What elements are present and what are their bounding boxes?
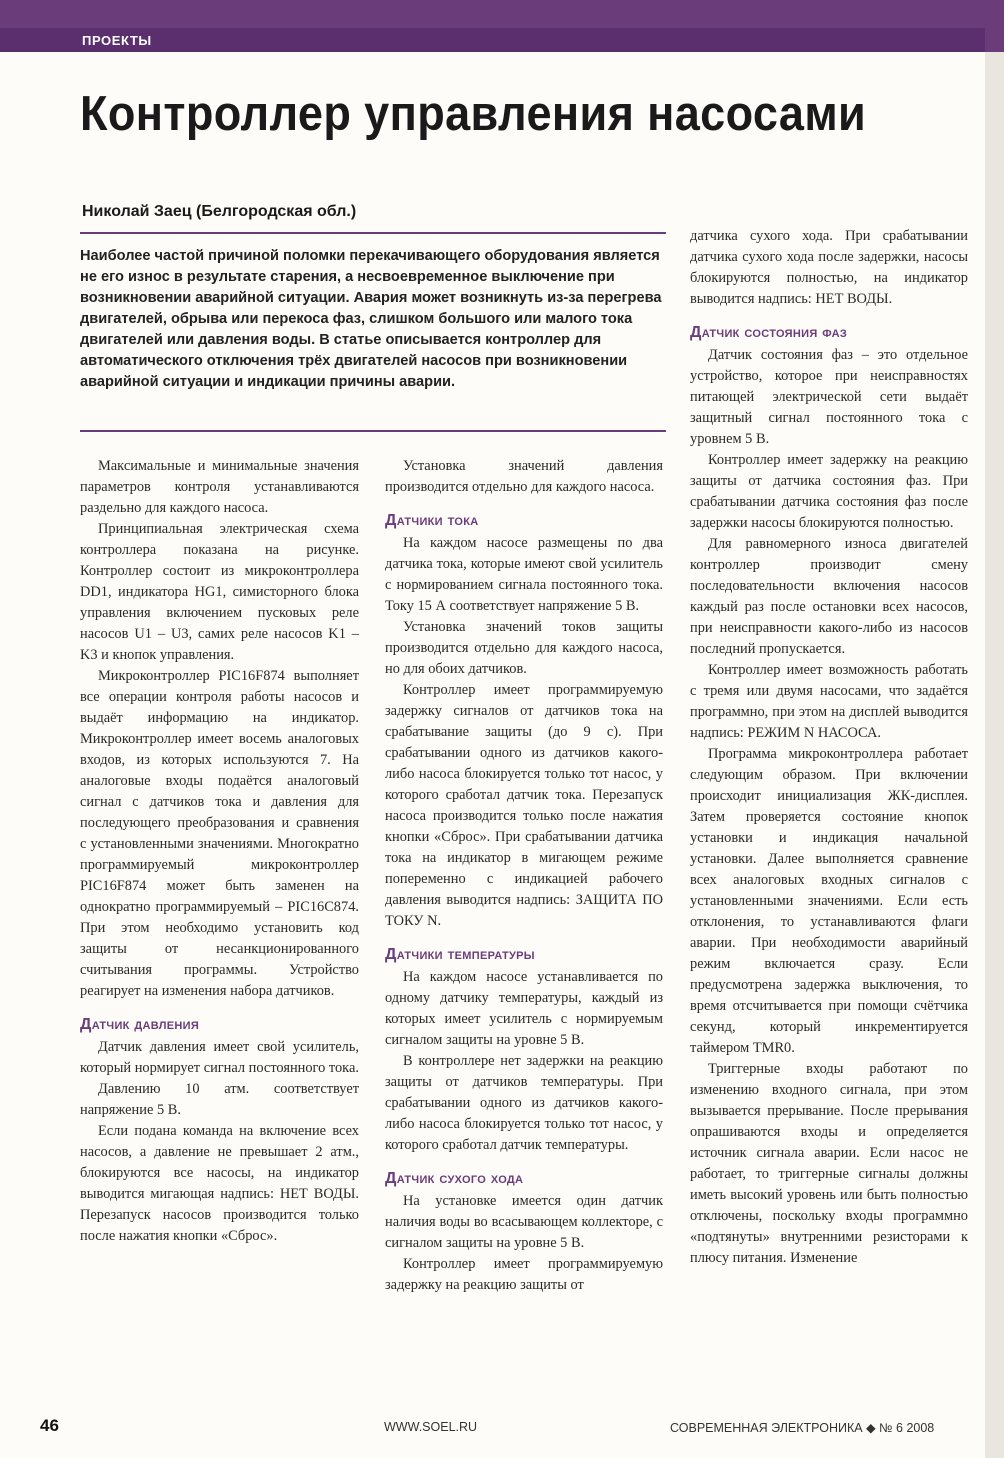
article-author: Николай Заец (Белгородская обл.) — [82, 203, 357, 220]
paragraph: Контроллер имеет возможность работать с тремя или двумя насосами, что задаётся программно, при этом на дисплей выводится надпись: РЕЖИМ N НАСОСА. — [690, 662, 968, 741]
paragraph: Давлению 10 атм. соответствует напряжение 5 В. — [80, 1081, 359, 1118]
footer-magazine: СОВРЕМЕННАЯ ЭЛЕКТРОНИКА ◆ № 6 2008 — [670, 1421, 935, 1435]
paragraph: датчика сухого хода. При срабатывании датчика сухого хода после задержки, насосы блокируются полностью, на индикатор выводится надпись: НЕТ ВОДЫ. — [690, 228, 968, 307]
paragraph: Установка значений давления производится отдельно для каждого насоса. — [385, 458, 663, 495]
paragraph: Датчик состояния фаз – это отдельное устройство, которое при неисправностях питающей электрической сети выдаёт защитный сигнал постоянного тока с уровнем 5 В. — [690, 347, 968, 447]
paragraph: На каждом насосе устанавливается по одному датчику температуры, каждый из которых имеет усилитель с нормируемым сигналом защиты на уровне 5 В. — [385, 969, 663, 1048]
column-3 — [690, 226, 968, 1269]
section-heading-temperature: Датчики температуры — [385, 946, 535, 963]
page-edge — [985, 52, 1004, 1458]
article-title: Контроллер управления насосами — [80, 87, 867, 141]
paragraph: Контроллер имеет программируемую задержку на реакцию защиты от — [385, 1256, 663, 1293]
section-heading-dry-run: Датчик сухого хода — [385, 1170, 524, 1187]
paragraph: Триггерные входы работают по изменению входного сигнала, при этом вызывается прерывание. После прерывания опрашиваются входы и определяется источник сигнала аварии. Если насос не работает, то триггерные сигналы должны иметь высокий уровень или быть полностью отключены, поскольку входы программно «подтянуты» внутренними резисторами к плюсу питания. Изменение — [690, 1061, 968, 1266]
paragraph: На каждом насосе размещены по два датчика тока, которые имеют свой усилитель с нормированием сигнала постоянного тока. Току 15 А соответствует напряжение 5 В. — [385, 535, 663, 614]
section-heading-pressure: Датчик давления — [80, 1016, 200, 1033]
paragraph: Установка значений токов защиты производится отдельно для каждого насоса, но для обоих датчиков. — [385, 619, 663, 677]
paragraph: Контроллер имеет программируемую задержку сигналов от датчиков тока на срабатывание защиты (до 9 с). При срабатывании одного из датчиков какого-либо насоса блокируется только тот насос, у которого сработал датчик тока. Перезапуск насоса производится только после нажатия кнопки «Сброс». При срабатывании датчика тока на индикатор в мигающем режиме попеременно с индикацией рабочего давления выводится надпись: ЗАЩИТА ПО ТОКУ N. — [385, 682, 663, 929]
author-rule — [80, 232, 666, 234]
section-label: ПРОЕКТЫ — [82, 33, 152, 48]
paragraph: Контроллер имеет задержку на реакцию защиты от датчика состояния фаз. При срабатывании датчика состояния фаз после задержки насосы блокируются полностью. — [690, 452, 968, 531]
article-lead — [80, 246, 666, 393]
lead-paragraph: Наиболее частой причиной поломки перекачивающего оборудования является не его износ в результате старения, а несвоевременное выключение при возникновении аварийной ситуации. Авария может возникнуть из-за перегрева двигателей, обрыва или перекоса фаз, слишком большого или малого тока двигателей или давления воды. В статье описывается контроллер для автоматического отключения трёх двигателей насосов при возникновении аварийной ситуации и индикации причины аварии. — [80, 248, 662, 390]
column-2 — [385, 456, 663, 1296]
lead-rule — [80, 430, 666, 432]
paragraph: Для равномерного износа двигателей контроллер производит смену последовательности включения насосов каждый раз после остановки всех насосов, при неисправности какого-либо из насосов последний пропускается. — [690, 536, 968, 657]
column-1 — [80, 456, 359, 1247]
paragraph: Максимальные и минимальные значения параметров контроля устанавливаются раздельно для каждого насоса. — [80, 458, 359, 516]
paragraph: Программа микроконтроллера работает следующим образом. При включении происходит инициализация ЖК-дисплея. Затем проверяется состояние кнопок установки и индикация начальной установки. Далее выполняется сравнение всех аналоговых входных сигналов с установленными значениями. Если есть отклонения, то устанавливаются флаги аварии. При необходимости аварийный режим включается сразу. Если предусмотрена задержка выключения, то время отсчитывается при помощи счётчика секунд, который инкрементируется таймером TMR0. — [690, 746, 968, 1056]
footer-url: WWW.SOEL.RU — [384, 1420, 478, 1434]
paragraph: Если подана команда на включение всех насосов, а давление не превышает 2 атм., блокируются все насосы, на индикатор выводится мигающая надпись: НЕТ ВОДЫ. Перезапуск насосов производится только после нажатия кнопки «Сброс». — [80, 1123, 359, 1244]
paragraph: Принципиальная электрическая схема контроллера показана на рисунке. Контроллер состоит из микроконтроллера DD1, индикатора HG1, симисторного блока управления включением пусковых реле насосов U1 – U3, самих реле насосов K1 – K3 и кнопок управления. — [80, 521, 359, 663]
paragraph: Микроконтроллер PIC16F874 выполняет все операции контроля работы насосов и выдаёт информацию на индикатор. Микроконтроллер имеет восемь аналоговых входов, из которых используются 7. На аналоговые входы подаётся аналоговый сигнал с датчиков тока и давления для последующего преобразования и сравнения с установленными значениями. Многократно программируемый микроконтроллер PIC16F874 может быть заменен на однократно программируемый – PIC16C874. При этом необходимо установить код защиты от несанкционированного считывания программы. Устройство реагирует на изменения набора датчиков. — [80, 668, 359, 999]
paragraph: Датчик давления имеет свой усилитель, который нормирует сигнал постоянного тока. — [80, 1039, 359, 1076]
paragraph: На установке имеется один датчик наличия воды во всасывающем коллекторе, с сигналом защиты на уровне 5 В. — [385, 1193, 663, 1251]
section-heading-current: Датчики тока — [385, 512, 479, 529]
page-number: 46 — [40, 1416, 59, 1435]
paragraph: В контроллере нет задержки на реакцию защиты от датчиков температуры. При срабатывании одного из датчиков какого-либо насоса блокируется только тот насос, у которого сработал датчик температуры. — [385, 1053, 663, 1153]
section-heading-phase: Датчик состояния фаз — [690, 324, 848, 341]
